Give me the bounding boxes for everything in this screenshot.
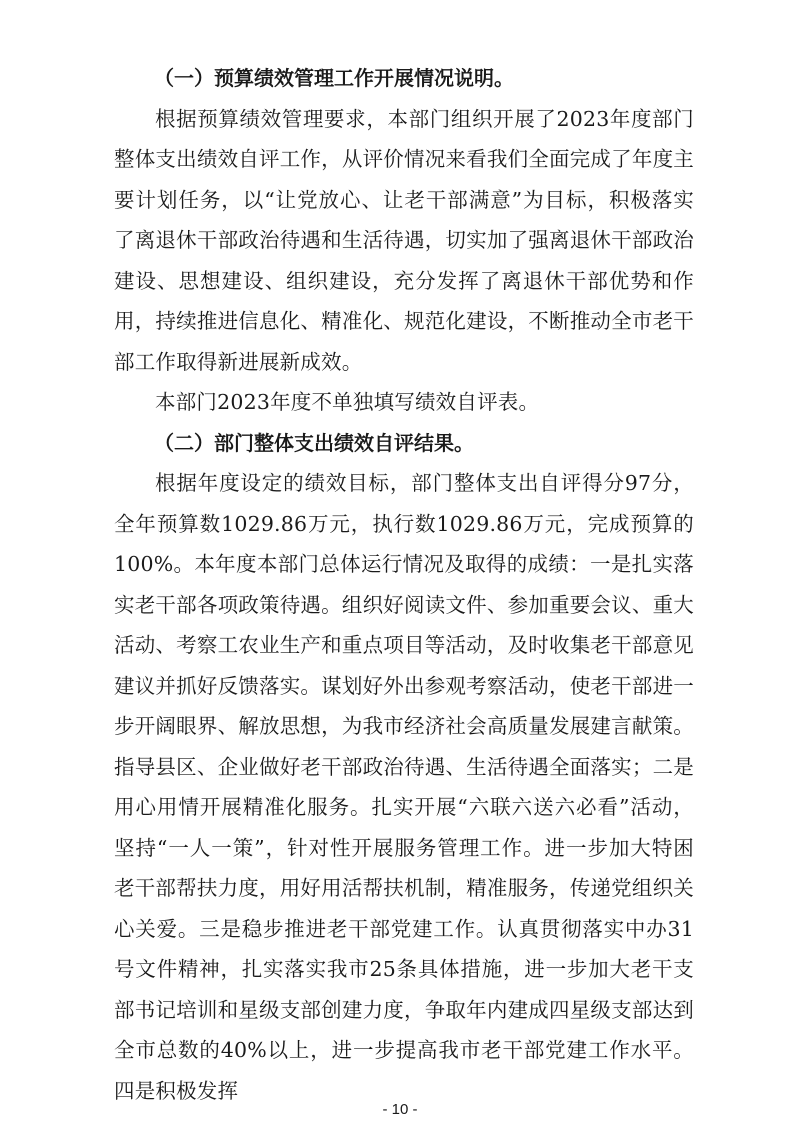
section-heading-2: （二）部门整体支出绩效自评结果。: [154, 430, 474, 455]
document-body: [114, 58, 694, 1111]
paragraph-2: 本部门2023年度不单独填写绩效自评表。: [155, 390, 540, 414]
page-number: - 10 -: [382, 1101, 418, 1118]
section-heading-1: （一）预算绩效管理工作开展情况说明。: [154, 66, 514, 90]
paragraph-1: 根据预算绩效管理要求，本部门组织开展了2023年度部门整体支出绩效自评工作，从评价情况来看我们全面完成了年度主要计划任务，以“让党放心、让老干部满意”为目标，积极落实了离退休干部政治待遇和生活待遇，切实加了强离退休干部政治建设、思想建设、组织建设，充分发挥了离退休干部优势和作用，持续推进信息化、精准化、规范化建设，不断推动全市老干部工作取得新进展新成效。: [114, 106, 694, 374]
paragraph-3: 根据年度设定的绩效目标，部门整体支出自评得分97分，全年预算数1029.86万元，执行数1029.86万元，完成预算的100%。本年度本部门总体运行情况及取得的成绩：一是扎实落实老干部各项政策待遇。组织好阅读文件、参加重要会议、重大活动、考察工农业生产和重点项目等活动，及时收集老干部意见建议并抓好反馈落实。谋划好外出参观考察活动，使老干部进一步开阔眼界、解放思想，为我市经济社会高质量发展建言献策。指导县区、企业做好老干部政治待遇、生活待遇全面落实；二是用心用情开展精准化服务。扎实开展“六联六送六必看”活动，坚持“一人一策”，针对性开展服务管理工作。进一步加大特困老干部帮扶力度，用好用活帮扶机制，精准服务，传递党组织关心关爱。三是稳步推进老干部党建工作。认真贯彻落实中办31号文件精神，扎实落实我市25条具体措施，进一步加大老干支部书记培训和星级支部创建力度，争取年内建成四星级支部达到全市总数的40%以上，进一步提高我市老干部党建工作水平。四是积极发挥: [114, 471, 694, 1103]
